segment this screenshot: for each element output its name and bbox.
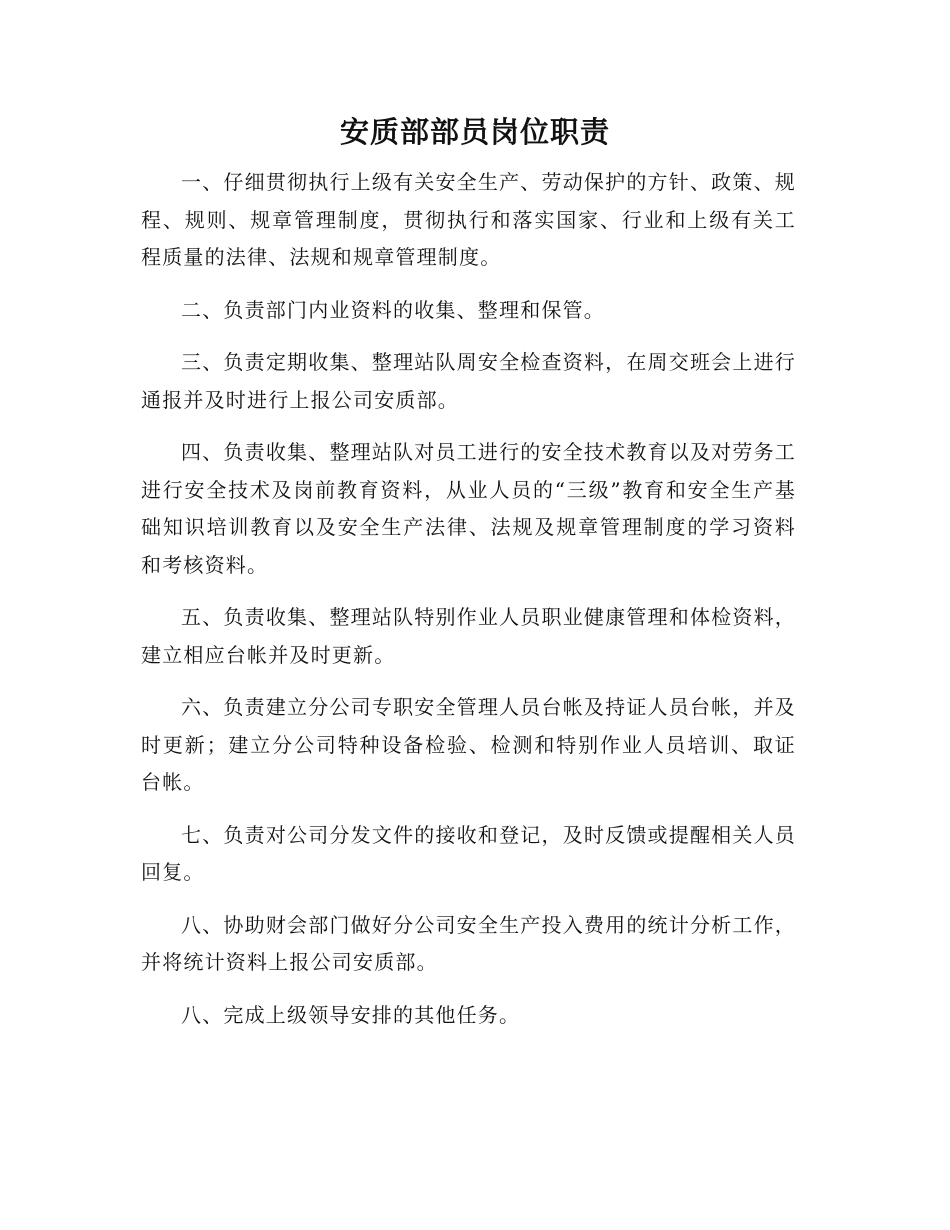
duty-paragraph-4: 四、负责收集、整理站队对员工进行的安全技术教育以及对劳务工进行安全技术及岗前教育资料，从业人员的“三级”教育和安全生产基础知识培训教育以及安全生产法律、法规及规章管理制度的学习资料和考核资料。 [141,440,796,577]
duty-paragraph-8: 八、协助财会部门做好分公司安全生产投入费用的统计分析工作，并将统计资料上报公司安质部。 [141,912,796,974]
duty-paragraph-5: 五、负责收集、整理站队特别作业人员职业健康管理和体检资料，建立相应台帐并及时更新。 [141,605,796,667]
duty-paragraph-2: 二、负责部门内业资料的收集、整理和保管。 [181,297,605,322]
document-title: 安质部部员岗位职责 [339,115,610,149]
duty-paragraph-3: 三、负责定期收集、整理站队周安全检查资料，在周交班会上进行通报并及时进行上报公司安质部。 [141,350,796,412]
duty-paragraph-9: 八、完成上级领导安排的其他任务。 [181,1002,521,1027]
duty-paragraph-1: 一、仔细贯彻执行上级有关安全生产、劳动保护的方针、政策、规程、规则、规章管理制度，贯彻执行和落实国家、行业和上级有关工程质量的法律、法规和规章管理制度。 [141,170,796,269]
duty-paragraph-6: 六、负责建立分公司专职安全管理人员台帐及持证人员台帐，并及时更新；建立分公司特种设备检验、检测和特别作业人员培训、取证台帐。 [141,695,796,794]
document-body [141,164,796,1049]
duty-paragraph-7: 七、负责对公司分发文件的接收和登记，及时反馈或提醒相关人员回复。 [141,822,796,884]
